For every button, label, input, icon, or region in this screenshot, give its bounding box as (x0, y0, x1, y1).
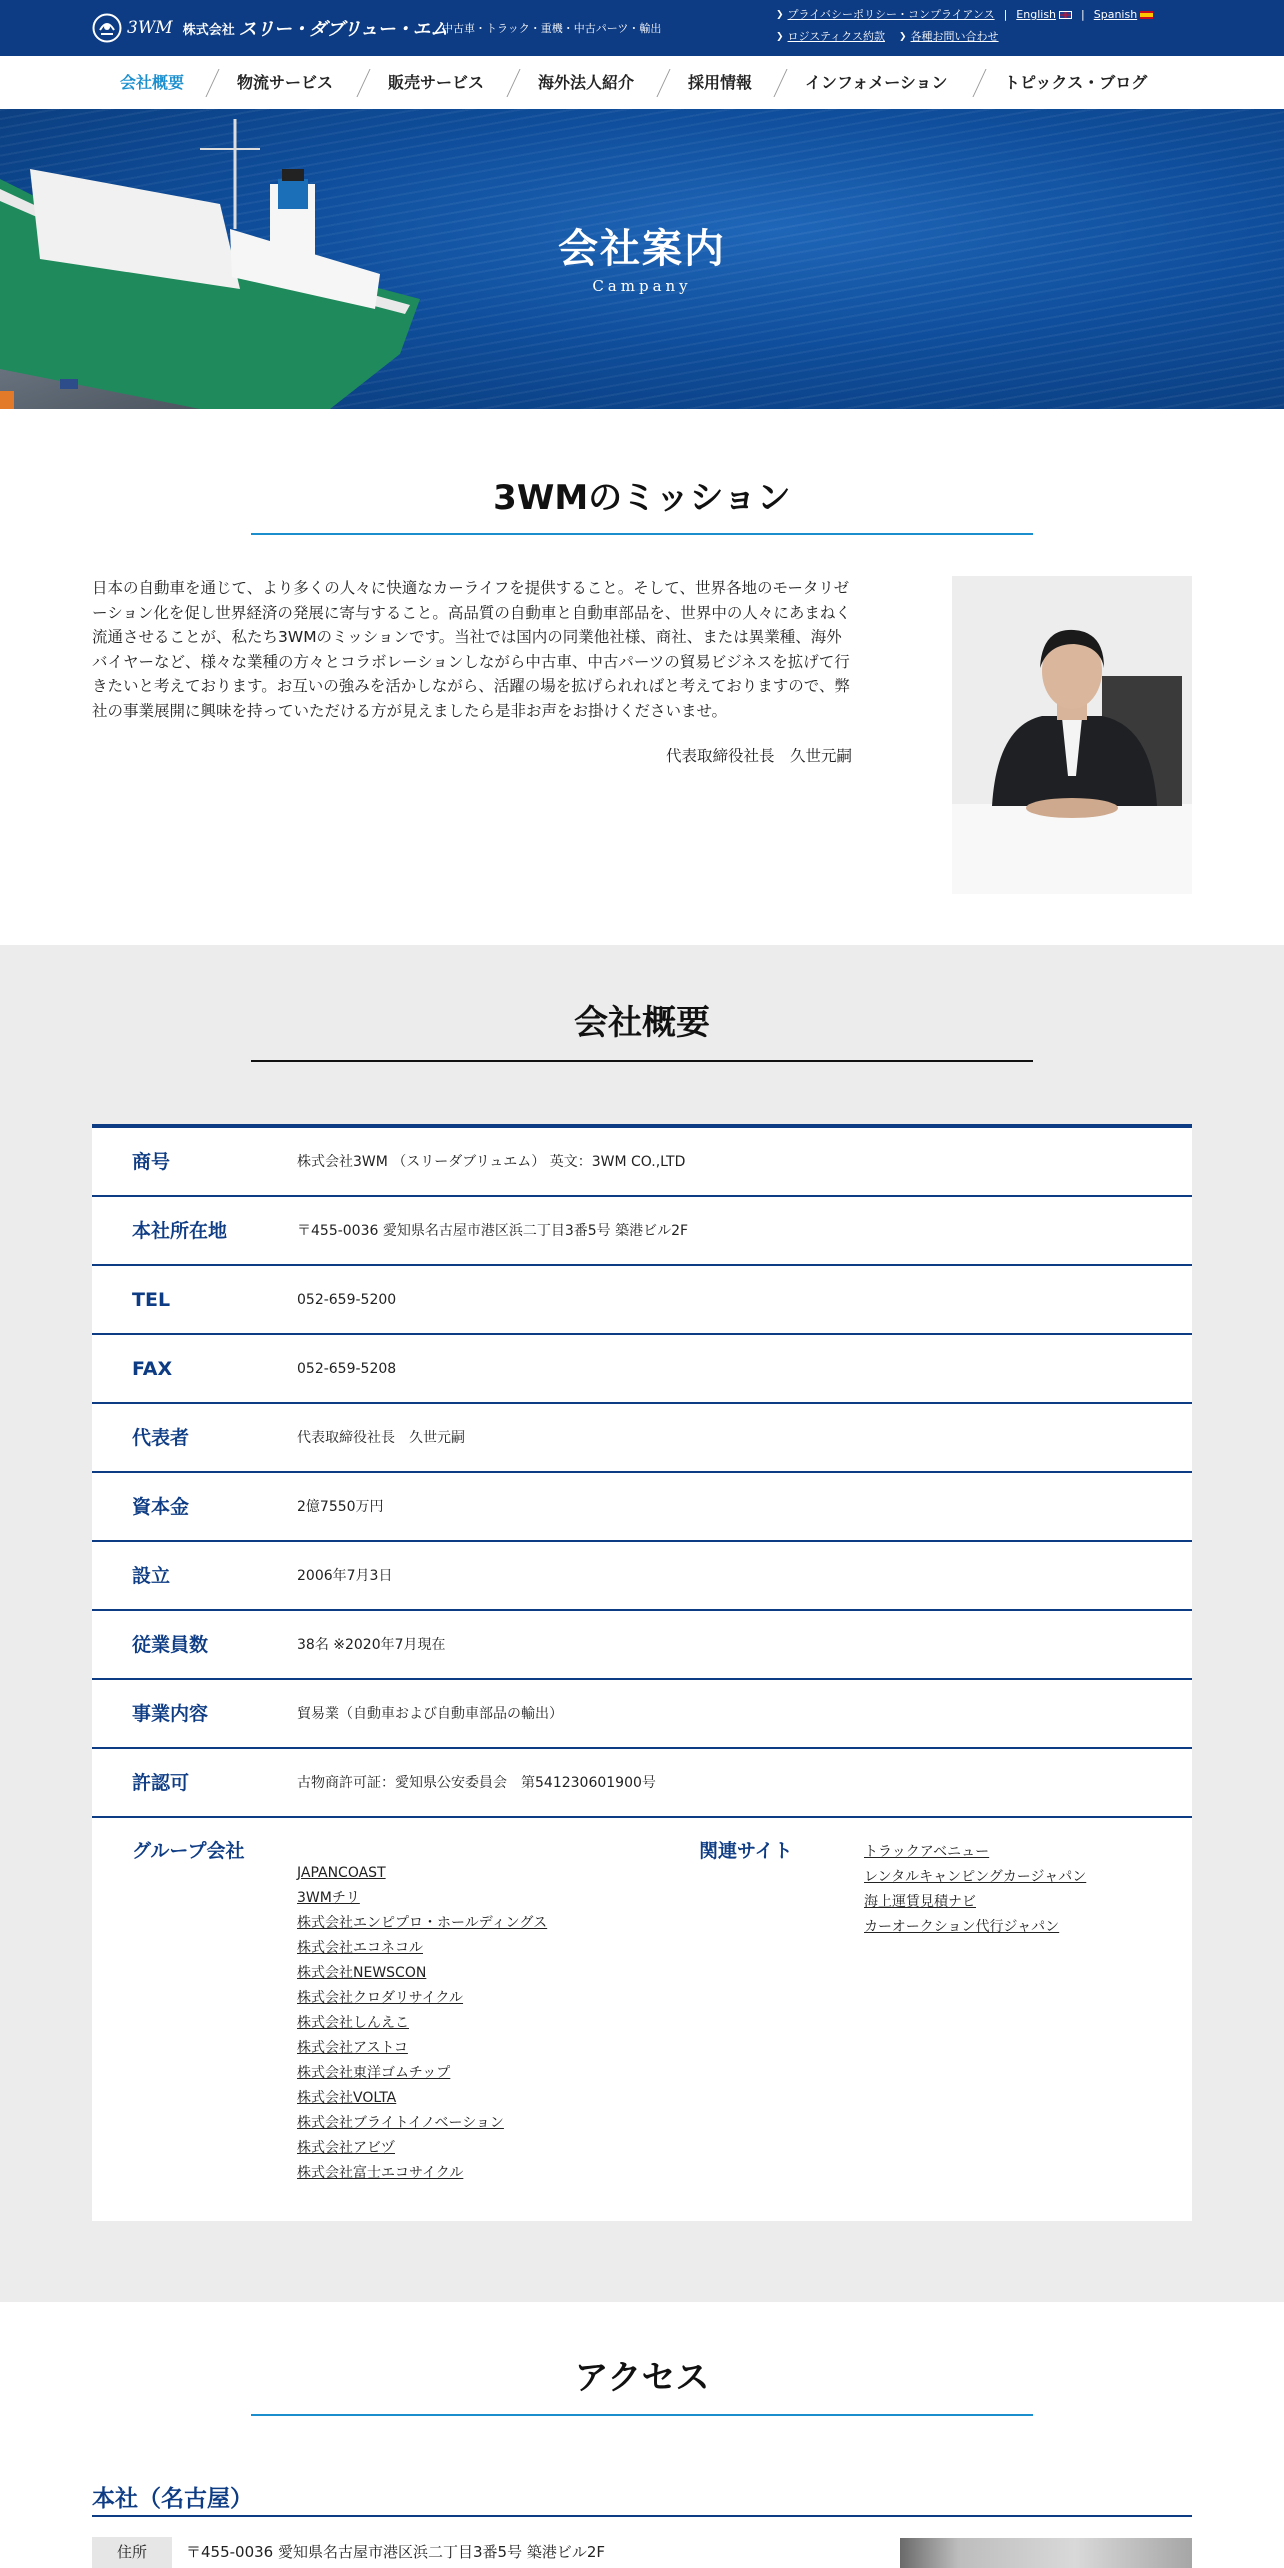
nav-item-recruit[interactable]: 採用情報 (688, 73, 753, 92)
row-value: 38名 ※2020年7月現在 (297, 1637, 446, 1653)
row-label: 従業員数 (132, 1634, 209, 1656)
group-company-link[interactable]: 株式会社VOLTA (297, 2090, 397, 2106)
group-company-link[interactable]: 株式会社エコネコル (297, 1940, 423, 1956)
row-label: 事業内容 (132, 1703, 209, 1725)
row-value: 052-659-5200 (297, 1292, 397, 1308)
top-bar (0, 0, 1284, 56)
nav-divider (506, 69, 520, 97)
row-value: 2006年7月3日 (297, 1568, 393, 1584)
nav-item-company[interactable]: 会社概要 (120, 73, 185, 92)
chevron-right-icon: ❯ (899, 32, 907, 42)
table-row (92, 1266, 1192, 1335)
row-value: 〒455-0036 愛知県名古屋市港区浜二丁目3番5号 築港ビル2F (297, 1223, 689, 1239)
table-row (92, 1473, 1192, 1542)
related-site-link[interactable]: トラックアベニュー (864, 1844, 990, 1860)
table-row (92, 1611, 1192, 1680)
group-company-link[interactable]: 株式会社NEWSCON (297, 1965, 427, 1981)
table-row (92, 1335, 1192, 1404)
nav-item-logistics[interactable]: 物流サービス (237, 73, 334, 92)
company-name: スリー・ダブリュー・エム (238, 19, 448, 40)
divider: | (1003, 8, 1008, 21)
nav-divider (972, 69, 986, 97)
uk-flag-icon (1059, 11, 1072, 19)
branch-rule (92, 2515, 1192, 2517)
company-info-table (92, 1124, 1192, 2221)
spain-flag-icon (1140, 11, 1153, 19)
nav-divider (773, 69, 787, 97)
nav-divider (205, 69, 219, 97)
row-value: 052-659-5208 (297, 1361, 397, 1377)
table-row (92, 1404, 1192, 1473)
group-company-link[interactable]: 株式会社ブライトイノベーション (297, 2115, 504, 2131)
hero-banner (0, 109, 1284, 409)
office-building-photo (900, 2538, 1192, 2568)
site-logo[interactable] (92, 13, 447, 43)
group-company-link[interactable]: 株式会社アビヅ (297, 2140, 395, 2156)
nav-item-overseas[interactable]: 海外法人紹介 (538, 73, 635, 92)
company-prefix: 株式会社 (182, 22, 235, 38)
row-label: 商号 (132, 1151, 171, 1173)
row-label: 代表者 (132, 1427, 190, 1449)
nav-divider (356, 69, 370, 97)
address-label: 住所 (92, 2537, 172, 2568)
president-photo (952, 576, 1192, 894)
english-link[interactable]: English (1016, 8, 1057, 21)
address-value: 〒455-0036 愛知県名古屋市港区浜二丁目3番5号 築港ビル2F (186, 2543, 606, 2561)
related-site-link[interactable]: 海上運賃見積ナビ (864, 1894, 976, 1910)
tagline: 中古車・トラック・重機・中古パーツ・輸出 (442, 22, 662, 35)
global-nav (0, 56, 1284, 109)
row-label: 本社所在地 (132, 1220, 228, 1242)
row-value: 2億7550万円 (297, 1499, 384, 1515)
table-row (92, 1680, 1192, 1749)
logo-text: 3WM (127, 18, 173, 38)
logo-emblem-icon (92, 13, 122, 43)
branch-title: 本社（名古屋） (92, 2486, 253, 2512)
row-label: 許認可 (132, 1772, 190, 1794)
nav-item-topics-blog[interactable]: トピックス・ブログ (1004, 73, 1148, 92)
row-label: TEL (132, 1289, 171, 1311)
overview-title: 会社概要 (574, 1003, 710, 1043)
hero-title: 会社案内 (558, 226, 726, 272)
mission-title: 3WMのミッション (493, 478, 791, 518)
related-sites-label: 関連サイト (699, 1840, 793, 1862)
table-row (92, 1749, 1192, 1818)
group-company-link[interactable]: 3WMチリ (297, 1890, 360, 1906)
related-site-link[interactable]: レンタルキャンピングカージャパン (864, 1869, 1087, 1885)
table-row (92, 1542, 1192, 1611)
utility-links (776, 4, 1216, 48)
chevron-right-icon: ❯ (776, 10, 784, 20)
divider: | (1081, 8, 1085, 21)
row-label: FAX (132, 1358, 173, 1380)
group-company-link[interactable]: 株式会社しんえこ (297, 2015, 409, 2031)
mission-signature: 代表取締役社長 久世元嗣 (665, 747, 852, 765)
spanish-link[interactable]: Spanish (1093, 8, 1138, 21)
hero-subtitle: Campany (592, 277, 692, 295)
chevron-right-icon: ❯ (776, 32, 784, 42)
row-value: 代表取締役社長 久世元嗣 (297, 1430, 465, 1446)
group-company-link[interactable]: 株式会社クロダリサイクル (297, 1990, 464, 2006)
row-value: 古物商許可証：愛知県公安委員会 第541230601900号 (297, 1775, 656, 1791)
table-row (92, 1128, 1192, 1197)
group-company-link[interactable]: JAPANCOAST (297, 1865, 386, 1881)
group-company-link[interactable]: 株式会社アストコ (297, 2040, 408, 2056)
access-title-rule (251, 2414, 1033, 2416)
row-value: 貿易業（自動車および自動車部品の輸出） (297, 1706, 563, 1722)
table-row (92, 1197, 1192, 1266)
logistics-terms-link[interactable]: ロジスティクス約款 (787, 30, 886, 43)
nav-item-information[interactable]: インフォメーション (805, 73, 948, 92)
access-title: アクセス (574, 2358, 710, 2398)
nav-item-sales[interactable]: 販売サービス (388, 73, 485, 92)
group-companies-label: グループ会社 (132, 1840, 245, 1862)
president-portrait-image (952, 576, 1192, 894)
mission-body: 日本の自動車を通じて、より多くの人々に快適なカーライフを提供すること。そして、世界各地のモータリゼーション化を促し世界経済の発展に寄与すること。高品質の自動車と自動車部品を、世界中の人々にあまねく流通させることが、私たち3WMのミッションです。当社では国内の同業他社様、商社、または異業種、海外バイヤーなど、様々な業種の方々とコラボレーションしながら中古車、中古パーツの貿易ビジネスを拡げて行きたいと考えております。お互いの強みを活かしながら、活躍の場を拡げられればと考えておりますので、弊社の事業展開に興味を持っていただける方が見えましたら是非お声をお掛けくださいませ。 (92, 579, 851, 720)
contact-link[interactable]: 各種お問い合わせ (910, 30, 999, 43)
mission-title-rule (251, 533, 1033, 535)
nav-divider (656, 69, 670, 97)
privacy-link[interactable]: プライバシーポリシー・コンプライアンス (787, 8, 995, 21)
group-companies-list (297, 1861, 547, 2186)
group-company-link[interactable]: 株式会社東洋ゴムチップ (297, 2065, 451, 2081)
row-value: 株式会社3WM （スリーダブリュエム） 英文：3WM CO.,LTD (297, 1154, 686, 1170)
row-label: 設立 (132, 1565, 171, 1587)
group-company-link[interactable]: 株式会社富士エコサイクル (297, 2165, 464, 2181)
overview-title-rule (251, 1060, 1033, 1062)
related-site-link[interactable]: カーオークション代行ジャパン (864, 1919, 1060, 1935)
group-company-link[interactable]: 株式会社エンピプロ・ホールディングス (297, 1915, 548, 1931)
related-sites-list (864, 1840, 1086, 1940)
row-label: 資本金 (132, 1496, 190, 1518)
